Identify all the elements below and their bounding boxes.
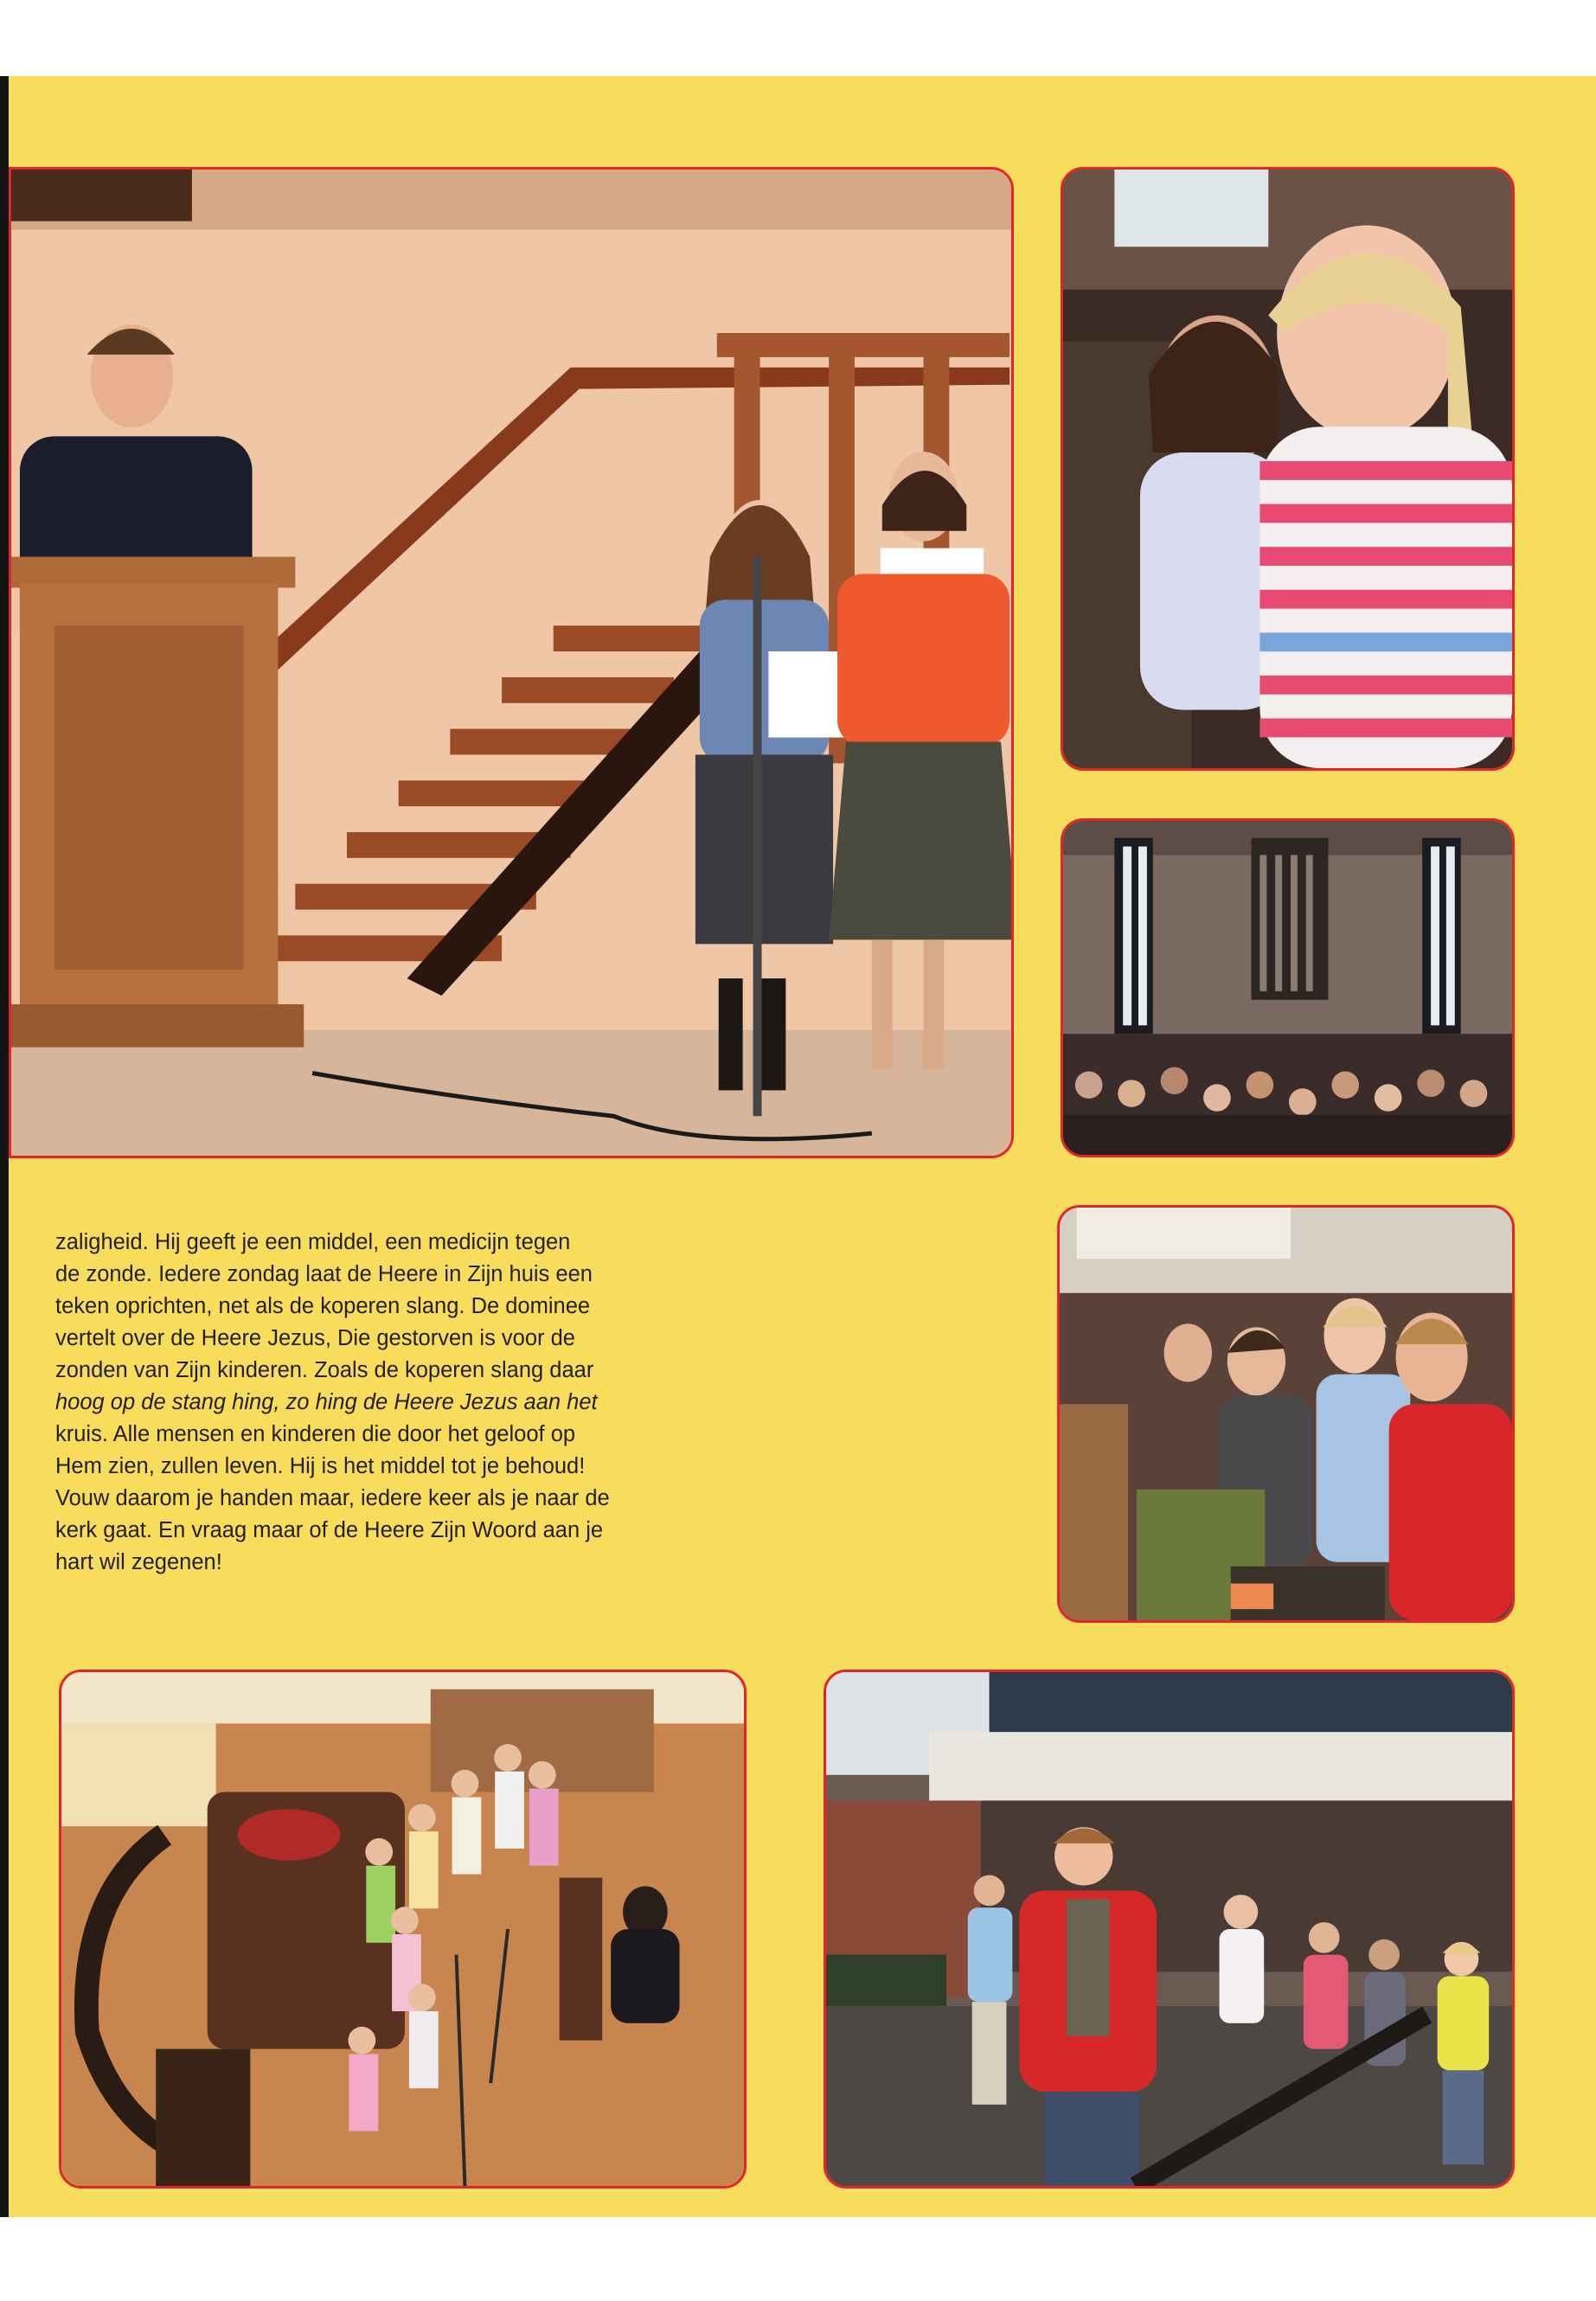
photo-boys-in-pews	[1057, 1205, 1515, 1623]
article-line: vertelt over de Heere Jezus, Die gestorven is voor de	[55, 1326, 575, 1350]
photo-girls-listening	[1061, 167, 1515, 771]
article-line-italic: hoog op de stang hing, zo hing de Heere Jezus aan het	[55, 1390, 598, 1414]
article-line: teken oprichten, net als de koperen slang. De dominee	[55, 1294, 591, 1318]
article-line: de zonde. Iedere zondag laat de Heere in Zijn huis een	[55, 1262, 593, 1286]
photo-church-interior-organ	[1061, 818, 1515, 1157]
article-line: zonden van Zijn kinderen. Zoals de koperen slang daar	[55, 1358, 594, 1382]
article-body-text	[55, 1227, 747, 1579]
photo-children-performing-overhead	[59, 1670, 747, 2189]
article-line: kerk gaat. En vraag maar of de Heere Zijn Woord aan je	[55, 1518, 604, 1542]
binding-edge	[0, 76, 9, 2217]
article-line: Vouw daarom je handen maar, iedere keer als je naar de	[55, 1486, 610, 1510]
photo-children-leaving-church	[824, 1670, 1515, 2189]
article-line: kruis. Alle mensen en kinderen die door het geloof op	[55, 1422, 576, 1446]
article-line: Hem zien, zullen leven. Hij is het middel tot je behoud!	[55, 1454, 586, 1478]
article-line: hart wil zegenen!	[55, 1550, 222, 1574]
article-line: zaligheid. Hij geeft je een middel, een medicijn tegen	[55, 1230, 571, 1254]
photo-children-reading-at-microphone	[9, 167, 1014, 1158]
